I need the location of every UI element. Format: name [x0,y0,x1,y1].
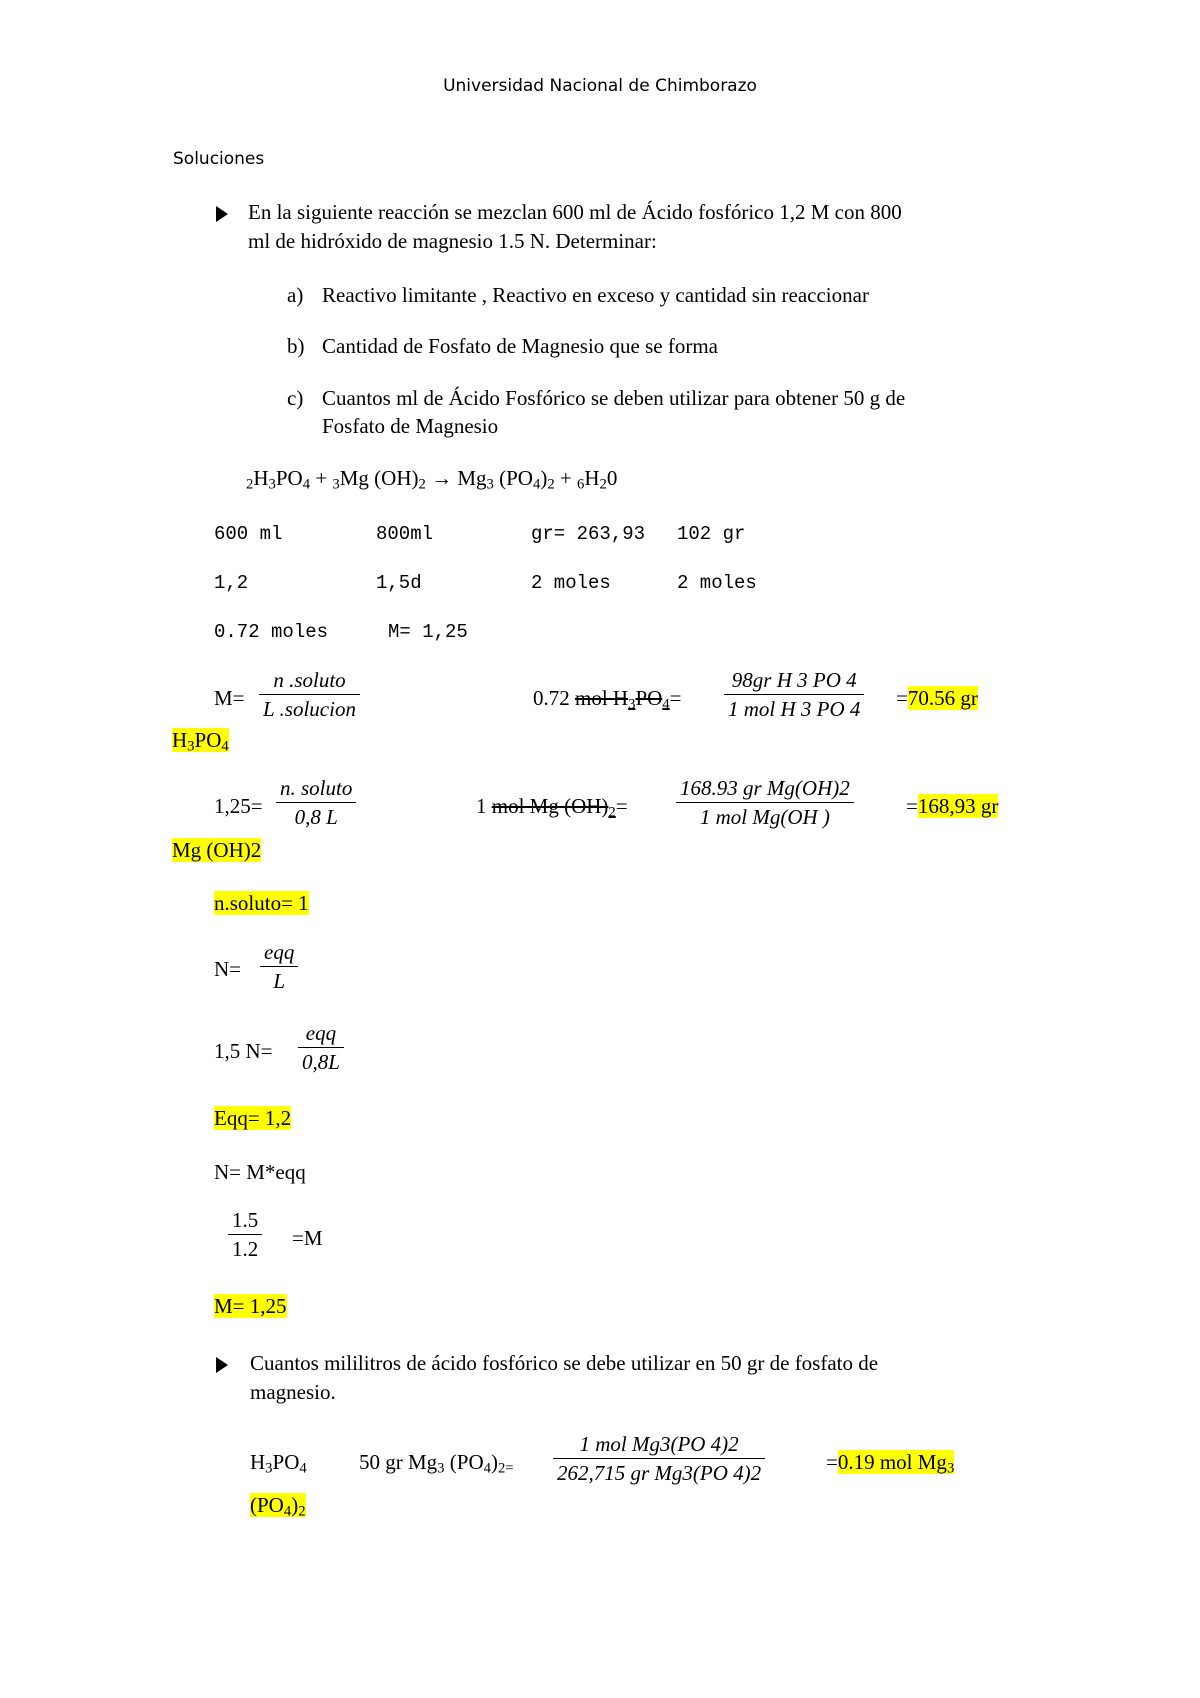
table-cell: 800ml [376,523,434,545]
mgoh2-conversion-fraction: 168.93 gr Mg(OH)2 1 mol Mg(OH ) [676,776,854,830]
h3po4-conversion-fraction: 98gr H 3 PO 4 1 mol H 3 PO 4 [724,668,864,722]
normality-label: N= [214,957,242,981]
molarity-fraction: n .soluto L .solucion [259,668,360,722]
problem2-line1: Cuantos mililitros de ácido fosfórico se debe utilizar en 50 gr de fosfato de [250,1351,879,1375]
mgoh2-result-unit: Mg (OH)2 [172,838,262,862]
table-cell: 0.72 moles [214,621,329,643]
problem2-h3po4: $H_3PO_4$ [250,1450,307,1477]
normality2-label: 1,5 N= [214,1039,273,1063]
item-c-text-line1: Cuantos ml de Ácido Fosfórico se deben utilizar para obtener 50 g de [322,386,906,410]
normality-fraction: eqq L [260,940,298,994]
item-c-label: c) [287,386,304,410]
mgoh2-result: =168,93 gr [906,794,999,818]
table-cell: 600 ml [214,523,283,545]
table-cell: M= 1,25 [388,621,468,643]
problem2-conversion-fraction: 1 mol Mg3(PO 4)2 262,715 gr Mg3(PO 4)2 [553,1432,765,1486]
h3po4-result-unit: $H_3PO_4$ [172,728,229,755]
item-c-text-line2: Fosfato de Magnesio [322,414,499,438]
problem2-line2: magnesio. [250,1380,336,1404]
problem2-mass: 50 gr $Mg_3$ $(PO_4)_{2=}$ [359,1450,514,1477]
page-header: Universidad Nacional de Chimborazo [443,76,757,96]
problem2-result: =0.19 mol $Mg_3$ [826,1450,955,1477]
table-cell: 102 gr [677,523,746,545]
molarity2-fraction: n. soluto 0,8 L [276,776,356,830]
eqq-value: Eqq= 1,2 [214,1106,292,1130]
h3po4-result: =70.56 gr [896,686,978,710]
ratio-equals: =M [292,1226,323,1250]
item-b-text: Cantidad de Fosfato de Magnesio que se forma [322,334,718,358]
problem1-line1: En la siguiente reacción se mezclan 600 ml de Ácido fosfórico 1,2 M con 800 [248,200,902,224]
molarity2-label: 1,25= [214,794,263,818]
table-cell: 2 moles [677,572,757,594]
table-cell: 1,2 [214,572,249,594]
chemical-equation: $_2H_3PO_4 + _3Mg$ $(OH)_2 \to Mg_3$ $(PO_4)_2 + _6H_20$ [246,466,618,493]
molarity-label: M= [214,686,245,710]
problem2-result-unit: $(PO_4)_2$ [250,1493,306,1520]
table-cell: 2 moles [531,572,611,594]
nsoluto-value: n.soluto= 1 [214,891,309,915]
mgoh2-conversion-lead: 1 mol Mg $(OH)_2=$ [476,794,628,821]
item-b-label: b) [287,334,305,358]
ratio-fraction: $\frac{1.5}{1.2}$ [228,1208,262,1262]
normality-relation: N= M*eqq [214,1160,306,1184]
normality2-fraction: eqq 0,8L [298,1021,344,1075]
item-a-label: a) [287,283,304,307]
h3po4-conversion-lead: 0.72 mol $H_3PO_4=$ [533,686,682,713]
item-a-text: Reactivo limitante , Reactivo en exceso y cantidad sin reaccionar [322,283,869,307]
section-title: Soluciones [173,149,265,169]
molarity-final: M= 1,25 [214,1294,287,1318]
problem1-line2: ml de hidróxido de magnesio 1.5 N. Determinar: [248,229,657,253]
table-cell: 1,5d [376,572,422,594]
table-cell: gr= 263,93 [531,523,646,545]
